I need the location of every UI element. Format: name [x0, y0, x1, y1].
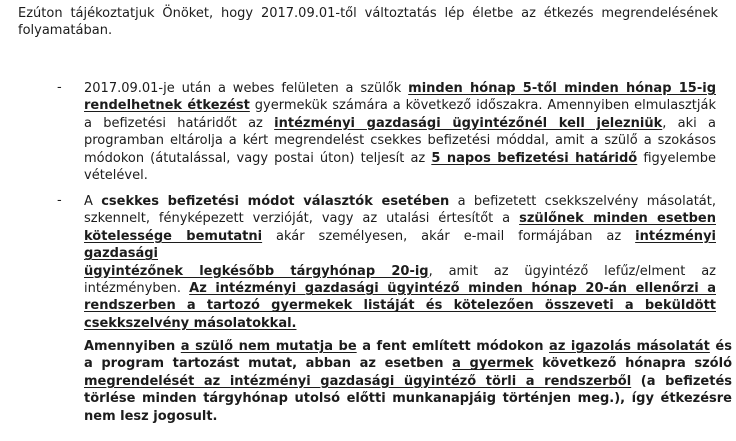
- text-line: [84, 373, 732, 390]
- text-span: gyermekük számára a következő időszakra. Amennyiben elmulasztják: [249, 98, 717, 114]
- text-span: a befizetési határidőt az: [84, 115, 275, 131]
- emphasis-span: 5 napos befizetési határidő: [431, 150, 638, 166]
- text-span: A: [84, 194, 102, 209]
- emphasis-span: ügyintézőnek legkésőbb tárgyhónap 20-ig: [84, 263, 429, 279]
- text-span: a fent említett módokon: [356, 339, 550, 354]
- text-line: [84, 210, 716, 227]
- text-span: (a befizetés: [631, 373, 732, 389]
- underlined-span: megrendelését az intézményi gazdasági ügyintéző törli a rendszerből: [84, 373, 632, 389]
- underlined-span: a gyermek: [452, 356, 534, 372]
- underlined-span: az igazolás másolatát: [549, 339, 710, 354]
- text-line: [84, 338, 732, 355]
- text-span: következő hónapra szóló: [533, 356, 732, 372]
- closing-paragraph: [84, 338, 732, 425]
- text-span: figyelembe: [637, 150, 716, 166]
- text-span: , aki a: [662, 115, 716, 131]
- emphasis-span: intézményi gazdasági: [84, 228, 716, 262]
- bullet-paragraph-1: [84, 80, 716, 184]
- text-line: programban eltárolja a kért megrendelést csekkes befizetési móddal, amit a szülő a szokásos: [84, 133, 716, 149]
- text-line: [84, 228, 716, 263]
- text-span: , amit az ügyintéző lefűz/elment az: [428, 263, 716, 279]
- text-span: a program tartozást mutat, abban az esetben: [84, 356, 453, 372]
- text-span: Amennyiben: [84, 339, 181, 354]
- text-line: [84, 97, 716, 114]
- text-line: csekkszelvény másolatokkal.: [84, 315, 297, 331]
- emphasis-span: kötelessége bemutatni: [84, 228, 263, 244]
- bullet-dash: -: [57, 193, 62, 208]
- text-span: akár személyesen, akár e-mail formájában az: [262, 228, 636, 244]
- text-line: [84, 80, 716, 97]
- text-line: [84, 280, 716, 297]
- text-span: módokon (átutalással, vagy postai úton) teljesít az: [84, 150, 432, 166]
- text-line: [84, 263, 716, 280]
- emphasis-span: intézményi gazdasági ügyintézőnél kell jelezniük: [274, 115, 663, 131]
- emphasis-span: rendelhetnek étkezést: [84, 98, 250, 114]
- intro-line: Ezúton tájékoztatjuk Önöket, hogy 2017.09.01-től változtatás lép életbe az étkezés megrendelésének: [18, 6, 718, 21]
- underlined-span: a szülő nem mutatja be: [180, 339, 357, 354]
- text-span: 2017.09.01-je után a webes felületen a szülők: [84, 81, 409, 96]
- intro-paragraph: [18, 5, 718, 40]
- text-span: intézményben.: [84, 281, 190, 297]
- emphasis-span: minden hónap 5-től minden hónap 15-ig: [408, 81, 716, 96]
- text-line: [84, 193, 716, 210]
- text-span: és: [709, 339, 732, 354]
- text-line: vételével.: [84, 168, 148, 184]
- text-line: [84, 355, 732, 372]
- bullet-dash: -: [57, 80, 62, 95]
- text-line: [84, 150, 716, 167]
- text-line: rendszerben a tartozó gyermekek listáját és kötelezően összeveti a beküldött: [84, 298, 716, 314]
- text-span: szkennelt, fényképezett verzióját, vagy az utalási értesítőt a: [84, 211, 520, 227]
- emphasis-span: szülőnek minden esetben: [519, 211, 716, 227]
- bullet-paragraph-2: [84, 193, 716, 332]
- emphasis-span: Az intézményi gazdasági ügyintéző minden hónap 20-án ellenőrzi a: [189, 281, 716, 297]
- text-line: [84, 115, 716, 132]
- text-line: törlése minden tárgyhónap utolsó előtti munkanapjáig történjen meg.), így étkezésre: [84, 391, 732, 407]
- intro-line: folyamatában.: [18, 23, 113, 39]
- text-span: a befizetett csekkszelvény másolatát,: [449, 194, 716, 209]
- bold-span: csekkes befizetési módot választók esetében: [101, 194, 450, 209]
- text-line: nem lesz jogosult.: [84, 408, 218, 424]
